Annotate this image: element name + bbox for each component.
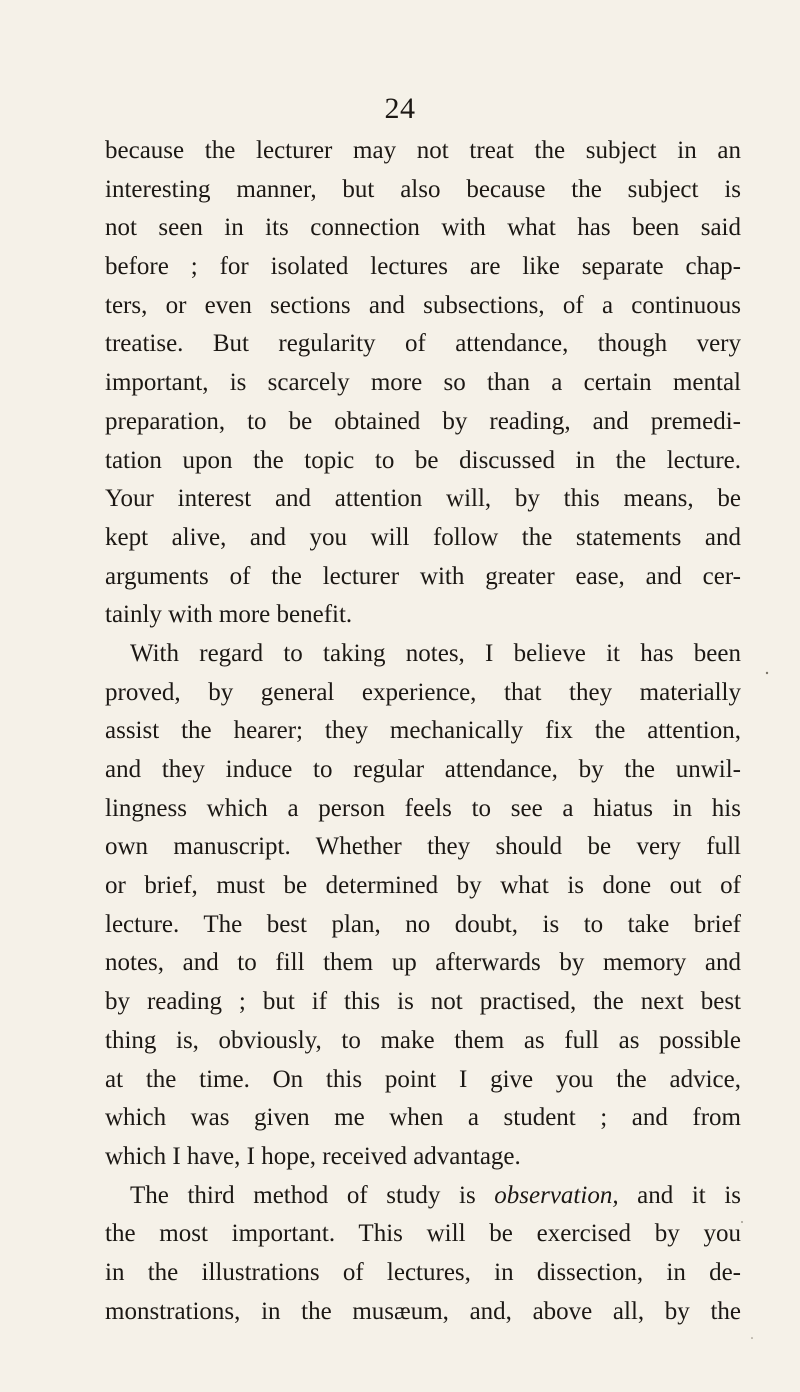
text-line (105, 1177, 741, 1216)
text-line: own manuscript. Whether they should be very full (105, 833, 741, 861)
page-body-text (105, 132, 741, 1331)
text-line: treatise. But regularity of attendance, though very (105, 330, 741, 358)
text-line: arguments of the lecturer with greater ease, and cer- (105, 562, 741, 590)
text-line: important, is scarcely more so than a certain mental (105, 369, 741, 397)
text-line: not seen in its connection with what has been said (105, 214, 741, 242)
text-span: and it is (618, 1181, 742, 1209)
text-line: before ; for isolated lectures are like separate chap- (105, 253, 741, 281)
text-line: by reading ; but if this is not practised, the next best (105, 988, 741, 1016)
text-line: the most important. This will be exercised by you (105, 1220, 741, 1248)
text-line: interesting manner, but also because the subject is (105, 175, 741, 203)
text-line: thing is, obviously, to make them as full as possible (105, 1026, 741, 1054)
text-line: because the lecturer may not treat the subject in an (105, 137, 741, 164)
text-line: lingness which a person feels to see a hiatus in his (105, 794, 741, 822)
emphasized-term: observation, (494, 1181, 619, 1209)
text-line: proved, by general experience, that they materially (105, 678, 741, 706)
page-number: 24 (384, 92, 416, 125)
text-line: notes, and to fill them up afterwards by memory and (105, 949, 741, 977)
text-line: kept alive, and you will follow the statements and (105, 523, 741, 551)
text-line: and they induce to regular attendance, by the unwil- (105, 756, 741, 783)
text-line: monstrations, in the musæum, and, above all, by the (105, 1297, 741, 1325)
text-span: The third method of study is (130, 1181, 495, 1209)
paragraph (105, 635, 741, 1177)
text-line: tainly with more benefit. (105, 601, 353, 629)
text-line: ters, or even sections and subsections, of a continuous (105, 291, 741, 319)
text-line: which I have, I hope, received advantage. (105, 1142, 521, 1170)
paragraph (105, 1177, 741, 1332)
text-line: Your interest and attention will, by this means, be (105, 485, 741, 513)
text-line: assist the hearer; they mechanically fix the attention, (105, 717, 741, 745)
text-line: preparation, to be obtained by reading, and premedi- (105, 407, 741, 435)
paragraph (105, 132, 741, 635)
text-line: tation upon the topic to be discussed in the lecture. (105, 446, 741, 474)
text-line: lecture. The best plan, no doubt, is to take brief (105, 910, 741, 938)
text-line: or brief, must be determined by what is done out of (105, 872, 741, 900)
text-line: in the illustrations of lectures, in dissection, in de- (105, 1258, 741, 1286)
text-line: which was given me when a student ; and from (105, 1104, 741, 1132)
text-line: at the time. On this point I give you the advice, (105, 1065, 741, 1093)
text-line: With regard to taking notes, I believe it has been (130, 639, 741, 667)
